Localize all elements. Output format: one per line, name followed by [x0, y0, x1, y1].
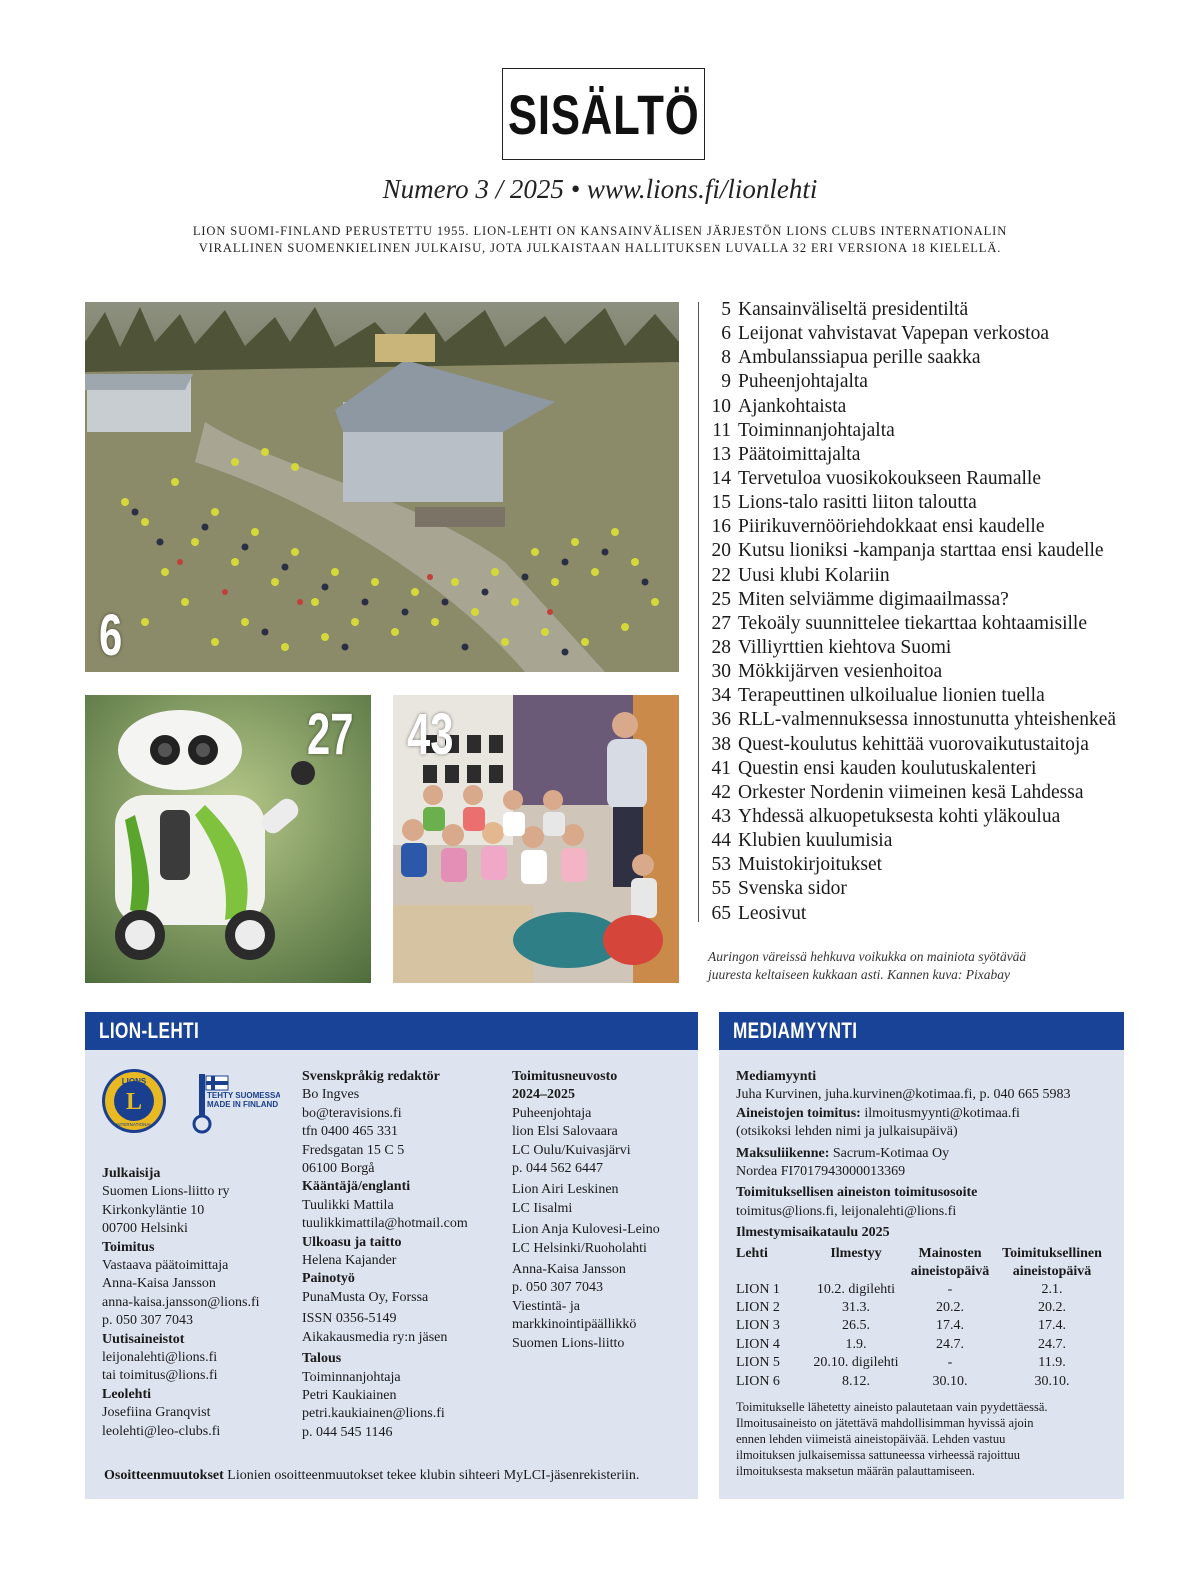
toimitus-label: Toimitus — [102, 1239, 155, 1255]
schedule-cell-lehti: LION 5 — [736, 1355, 780, 1371]
toc-item — [706, 443, 1186, 467]
kaantaja-line: Tuulikki Mattila — [302, 1197, 394, 1213]
kaantaja-label: Kääntäjä/englanti — [302, 1179, 411, 1195]
lion-lehti-column-publisher — [102, 1165, 292, 1441]
toc-item — [706, 419, 1186, 443]
svensk-redaktor-line: 06100 Borgå — [302, 1161, 375, 1177]
toc-title: Terapeuttinen ulkoilualue lionien tuella — [738, 685, 1045, 707]
schedule-header-ilmestyy: Ilmestyy — [830, 1245, 882, 1261]
toc-page-number: 20 — [711, 540, 731, 562]
toc-title: Kutsu lioniksi -kampanja starttaa ensi kaudelle — [738, 540, 1104, 562]
schedule-header-toimituksellinen: Toimituksellinen aineistopäivä — [1002, 1245, 1102, 1279]
toc-page-number: 27 — [711, 612, 731, 634]
toc-page-number: 13 — [711, 443, 731, 465]
board-line: Lion Anja Kulovesi-Leino — [512, 1222, 660, 1238]
toc-title: Ajankohtaista — [738, 395, 847, 417]
toc-item — [706, 395, 1186, 419]
photo-robot — [85, 695, 371, 983]
maksuliikenne-account: Nordea FI7017943000013369 — [736, 1164, 906, 1180]
board-line: Lion Airi Leskinen — [512, 1182, 619, 1198]
schedule-cell-mainos: 30.10. — [932, 1373, 968, 1389]
toc-page-number: 10 — [711, 395, 731, 417]
toc-page-number: 43 — [711, 805, 731, 827]
painotyo-line: PunaMusta Oy, Forssa — [302, 1289, 429, 1305]
talous-line: Toiminnanjohtaja — [302, 1369, 401, 1385]
toimitus-phone: p. 050 307 7043 — [102, 1313, 193, 1329]
uutisaineistot-email: tai toimitus@lions.fi — [102, 1368, 218, 1384]
svensk-redaktor-phone: tfn 0400 465 331 — [302, 1124, 399, 1140]
toc-title: Questin ensi kauden koulutuskalenteri — [738, 757, 1037, 779]
ulkoasu-label: Ulkoasu ja taitto — [302, 1234, 402, 1250]
address-change-note — [104, 1468, 694, 1484]
table-of-contents — [706, 298, 1186, 926]
board-line: p. 044 562 6447 — [512, 1161, 603, 1177]
schedule-cell-toim: 11.9. — [1038, 1355, 1066, 1371]
toc-title: Uusi klubi Kolariin — [738, 564, 890, 586]
toimitus-email: anna-kaisa.jansson@lions.fi — [102, 1294, 260, 1310]
schedule-note-line: ilmoituksesta maksetun määrän palauttamiseen. — [736, 1464, 975, 1479]
toc-page-number: 44 — [711, 830, 731, 852]
toc-title: Leijonat vahvistavat Vapepan verkostoa — [738, 323, 1050, 345]
board-line: p. 050 307 7043 — [512, 1280, 603, 1296]
schedule-header-lehti: Lehti — [736, 1245, 768, 1261]
toc-title: Yhdessä alkuopetuksesta kohti yläkoulua — [738, 805, 1061, 827]
schedule-cell-lehti: LION 2 — [736, 1300, 780, 1316]
toc-title: Lions-talo rasitti liiton taloutta — [738, 492, 977, 514]
schedule-row — [736, 1317, 1108, 1335]
schedule-cell-ilmestyy: 10.2. digilehti — [816, 1281, 896, 1297]
toc-page-number: 28 — [711, 636, 731, 658]
toc-item — [706, 708, 1186, 732]
toc-item — [706, 467, 1186, 491]
toc-page-number: 16 — [711, 516, 731, 538]
toc-page-number: 14 — [711, 467, 731, 489]
maksuliikenne-label: Maksuliikenne: — [736, 1145, 830, 1161]
toc-item — [706, 515, 1186, 539]
toc-page-number: 55 — [711, 878, 731, 900]
svensk-redaktor-label: Svenskpråkig redaktör — [302, 1069, 440, 1084]
schedule-note-line: ilmoituksen julkaisemissa sattuneessa virheessä rajoittuu — [736, 1448, 1020, 1463]
address-change-label: Osoitteenmuutokset — [104, 1468, 224, 1483]
toc-title: Muistokirjoitukset — [738, 854, 883, 876]
toimitus-line: Anna-Kaisa Jansson — [102, 1276, 216, 1292]
toc-page-number: 22 — [711, 564, 731, 586]
schedule-cell-lehti: LION 3 — [736, 1318, 780, 1334]
toc-title: Päätoimittajalta — [738, 443, 861, 465]
toc-page-number: 36 — [711, 709, 731, 731]
mediamyynti-content — [736, 1068, 1111, 1479]
toc-item — [706, 636, 1186, 660]
toc-item — [706, 853, 1186, 877]
toc-item — [706, 564, 1186, 588]
cover-caption-line-1: Auringon väreissä hehkuva voikukka on mainiota syötävää — [708, 949, 1027, 964]
schedule-cell-mainos: - — [947, 1355, 953, 1371]
svensk-redaktor-line: Bo Ingves — [302, 1087, 360, 1103]
board-line: markkinointipäällikkö — [512, 1317, 637, 1333]
issue-line: Numero 3 / 2025 • www.lions.fi/lionlehti — [382, 174, 818, 204]
schedule-note-line: Toimitukselle lähetetty aineisto palautetaan vain pyydettäessä. — [736, 1400, 1048, 1415]
toc-item — [706, 877, 1186, 901]
finland-logo-line-2: MADE IN FINLAND — [207, 1100, 279, 1109]
toc-page-number: 9 — [721, 371, 731, 393]
aineistojen-toimitus-label: Aineistojen toimitus: — [736, 1105, 861, 1121]
board-line: Puheenjohtaja — [512, 1105, 592, 1121]
schedule-row — [736, 1299, 1108, 1317]
toc-title: Villiyrttien kiehtova Suomi — [738, 636, 952, 658]
schedule-note — [736, 1399, 1111, 1479]
talous-line: Petri Kaukiainen — [302, 1387, 397, 1403]
schedule-cell-toim: 24.7. — [1038, 1336, 1066, 1352]
toc-page-number: 34 — [711, 685, 731, 707]
uutisaineistot-label: Uutisaineistot — [102, 1331, 185, 1347]
photo-children-class — [393, 695, 679, 983]
julkaisija-line: 00700 Helsinki — [102, 1221, 188, 1237]
toimitusosoite-label: Toimituksellisen aineiston toimitusosoite — [736, 1185, 978, 1201]
toc-page-number: 6 — [721, 323, 731, 345]
ulkoasu-line: Helena Kajander — [302, 1253, 397, 1269]
schedule-cell-toim: 2.1. — [1041, 1281, 1063, 1297]
cover-caption-line-2: juuresta keltaiseen kukkaan asti. Kannen kuva: Pixabay — [708, 967, 1011, 982]
toc-page-number: 11 — [712, 419, 731, 441]
uutisaineistot-email: leijonalehti@lions.fi — [102, 1350, 218, 1366]
schedule-cell-ilmestyy: 31.3. — [842, 1300, 870, 1316]
lions-international-logo — [100, 1068, 280, 1134]
board-line: Anna-Kaisa Jansson — [512, 1262, 626, 1278]
schedule-cell-mainos: 17.4. — [936, 1318, 964, 1334]
toc-page-number: 30 — [711, 661, 731, 683]
talous-phone: p. 044 545 1146 — [302, 1424, 393, 1440]
logos — [100, 1068, 280, 1134]
toc-item — [706, 733, 1186, 757]
schedule-title: Ilmestymisaikataulu 2025 — [736, 1225, 890, 1241]
toc-title: Miten selviämme digimaailmassa? — [738, 588, 1009, 610]
toc-item — [706, 491, 1186, 515]
toc-item — [706, 781, 1186, 805]
photo-page-number-27: 27 — [307, 702, 354, 767]
aineistojen-toimitus-note: (otsikoksi lehden nimi ja julkaisupäivä) — [736, 1124, 958, 1140]
talous-label: Talous — [302, 1351, 342, 1367]
intro-line-1: LION SUOMI-FINLAND PERUSTETTU 1955. LION-LEHTI ON KANSAINVÄLISEN JÄRJESTÖN LIONS CLUBS INTERNATIONALIN — [192, 224, 1008, 238]
schedule-cell-mainos: - — [947, 1281, 953, 1297]
toc-page-number: 53 — [711, 854, 731, 876]
board-line: LC Oulu/Kuivasjärvi — [512, 1142, 631, 1158]
toc-page-number: 38 — [711, 733, 731, 755]
board-line: LC Iisalmi — [512, 1200, 573, 1216]
toc-item — [706, 539, 1186, 563]
toc-item — [706, 805, 1186, 829]
toc-divider — [698, 302, 699, 922]
toc-title: Toiminnanjohtajalta — [738, 419, 895, 441]
toc-item — [706, 684, 1186, 708]
schedule-cell-lehti: LION 4 — [736, 1336, 780, 1352]
toc-title: Quest-koulutus kehittää vuorovaikutustaitoja — [738, 733, 1089, 755]
schedule-row — [736, 1373, 1108, 1391]
intro-line-2: VIRALLINEN SUOMENKIELINEN JULKAISU, JOTA JULKAISTAAN HALLITUKSEN LUVALLA 32 ERI VERSIONA 18 KIELELLÄ. — [198, 241, 1002, 255]
toc-page-number: 42 — [711, 781, 731, 803]
finland-logo-line-1: TEHTY SUOMESSA — [207, 1091, 280, 1100]
schedule-cell-mainos: 20.2. — [936, 1300, 964, 1316]
toimitusosoite-emails: toimitus@lions.fi, leijonalehti@lions.fi — [736, 1203, 957, 1219]
made-in-finland-key-logo — [194, 1074, 280, 1132]
issn: ISSN 0356-5149 — [302, 1311, 397, 1327]
svg-text:L: L — [125, 1089, 143, 1115]
schedule-note-line: Ilmoitusaineisto on jätettävä mahdollisimman hyvissä ajoin — [736, 1416, 1034, 1431]
toc-item — [706, 346, 1186, 370]
toimitusneuvosto-years: 2024–2025 — [512, 1087, 575, 1103]
toimitus-line: Vastaava päätoimittaja — [102, 1258, 229, 1274]
schedule-cell-toim: 20.2. — [1038, 1300, 1066, 1316]
toc-item — [706, 612, 1186, 636]
leolehti-email: leolehti@leo-clubs.fi — [102, 1423, 221, 1439]
toc-title: Tekoäly suunnittelee tiekarttaa kohtaamisille — [738, 612, 1087, 634]
toc-page-number: 15 — [711, 492, 731, 514]
svensk-redaktor-line: Fredsgatan 15 C 5 — [302, 1142, 405, 1158]
lions-logo-subtext: INTERNATIONAL — [116, 1122, 152, 1127]
toc-title: Svenska sidor — [738, 878, 847, 900]
schedule-cell-mainos: 24.7. — [936, 1336, 964, 1352]
toc-title: Piirikuvernööriehdokkaat ensi kaudelle — [738, 516, 1045, 538]
lions-logo-text: LIONS — [121, 1077, 147, 1086]
lion-lehti-column-editors — [302, 1068, 502, 1442]
schedule-cell-lehti: LION 1 — [736, 1281, 780, 1297]
schedule-cell-toim: 17.4. — [1038, 1318, 1066, 1334]
board-line: lion Elsi Salovaara — [512, 1124, 618, 1140]
toc-title: RLL-valmennuksessa innostunutta yhteishenkeä — [738, 709, 1117, 731]
toc-title: Kansainväliseltä presidentiltä — [738, 299, 969, 320]
page-title-box — [502, 68, 705, 160]
lion-lehti-column-board — [512, 1068, 692, 1353]
toc-item — [706, 902, 1186, 926]
photo-crowd-farm — [85, 302, 679, 672]
toc-title: Orkester Nordenin viimeinen kesä Lahdessa — [738, 781, 1084, 803]
toc-title: Ambulanssiapua perille saakka — [738, 347, 981, 369]
board-line: Suomen Lions-liitto — [512, 1335, 625, 1351]
schedule-cell-ilmestyy: 8.12. — [842, 1373, 870, 1389]
schedule-cell-ilmestyy: 20.10. digilehti — [813, 1355, 899, 1371]
painotyo-label: Painotyö — [302, 1271, 355, 1287]
toc-item — [706, 370, 1186, 394]
address-change-text: Lionien osoitteenmuutokset tekee klubin sihteeri MyLCI-jäsenrekisteriin. — [227, 1468, 640, 1483]
julkaisija-line: Suomen Lions-liitto ry — [102, 1184, 230, 1200]
photo-page-number-6: 6 — [99, 603, 123, 668]
mediamyynti-label: Mediamyynti — [736, 1069, 817, 1084]
board-line: Viestintä- ja — [512, 1298, 580, 1314]
schedule-cell-lehti: LION 6 — [736, 1373, 780, 1389]
aineistojen-toimitus-email: ilmoitusmyynti@kotimaa.fi — [864, 1105, 1020, 1121]
toc-page-number: 65 — [711, 902, 731, 924]
aikakausmedia: Aikakausmedia ry:n jäsen — [302, 1329, 448, 1345]
toc-item — [706, 660, 1186, 684]
schedule-note-line: ennen lehden viimeistä aineistopäivää. Lehden vastuu — [736, 1432, 1006, 1447]
mediamyynti-heading: MEDIAMYYNTI — [719, 1012, 1124, 1050]
julkaisija-label: Julkaisija — [102, 1166, 161, 1181]
toc-page-number: 25 — [711, 588, 731, 610]
schedule-cell-ilmestyy: 1.9. — [845, 1336, 867, 1352]
publication-schedule-table — [736, 1245, 1108, 1391]
schedule-cell-ilmestyy: 26.5. — [842, 1318, 870, 1334]
toc-item — [706, 757, 1186, 781]
toc-title: Tervetuloa vuosikokoukseen Raumalle — [738, 467, 1041, 489]
schedule-row — [736, 1354, 1108, 1372]
toc-page-number: 5 — [721, 299, 731, 320]
board-line: LC Helsinki/Ruoholahti — [512, 1240, 647, 1256]
toc-item — [706, 322, 1186, 346]
toc-title: Puheenjohtajalta — [738, 371, 868, 393]
cover-caption — [708, 948, 1108, 984]
mediamyynti-contact: Juha Kurvinen, juha.kurvinen@kotimaa.fi, p. 040 665 5983 — [736, 1087, 1071, 1103]
toc-item — [706, 829, 1186, 853]
toc-title: Klubien kuulumisia — [738, 830, 893, 852]
toimitusneuvosto-label: Toimitusneuvosto — [512, 1069, 618, 1084]
toc-page-number: 8 — [721, 347, 731, 369]
lion-lehti-heading: LION-LEHTI — [85, 1012, 698, 1050]
page-title: SISÄLTÖ — [507, 82, 700, 146]
leolehti-label: Leolehti — [102, 1386, 151, 1402]
toc-item — [706, 588, 1186, 612]
schedule-row — [736, 1336, 1108, 1354]
toc-page-number: 41 — [711, 757, 731, 779]
toc-title: Leosivut — [738, 902, 807, 924]
talous-email: petri.kaukiainen@lions.fi — [302, 1406, 445, 1422]
toc-title: Mökkijärven vesienhoitoa — [738, 661, 943, 683]
schedule-cell-toim: 30.10. — [1034, 1373, 1070, 1389]
photo-page-number-43: 43 — [407, 702, 454, 767]
leolehti-line: Josefiina Granqvist — [102, 1405, 211, 1421]
julkaisija-line: Kirkonkyläntie 10 — [102, 1202, 205, 1218]
toc-item — [706, 298, 1186, 322]
maksuliikenne-company: Sacrum-Kotimaa Oy — [832, 1145, 950, 1161]
schedule-header-mainosten: Mainosten aineistopäivä — [910, 1245, 990, 1279]
kaantaja-email: tuulikkimattila@hotmail.com — [302, 1216, 468, 1232]
schedule-row — [736, 1281, 1108, 1299]
svensk-redaktor-email: bo@teravisions.fi — [302, 1105, 402, 1121]
